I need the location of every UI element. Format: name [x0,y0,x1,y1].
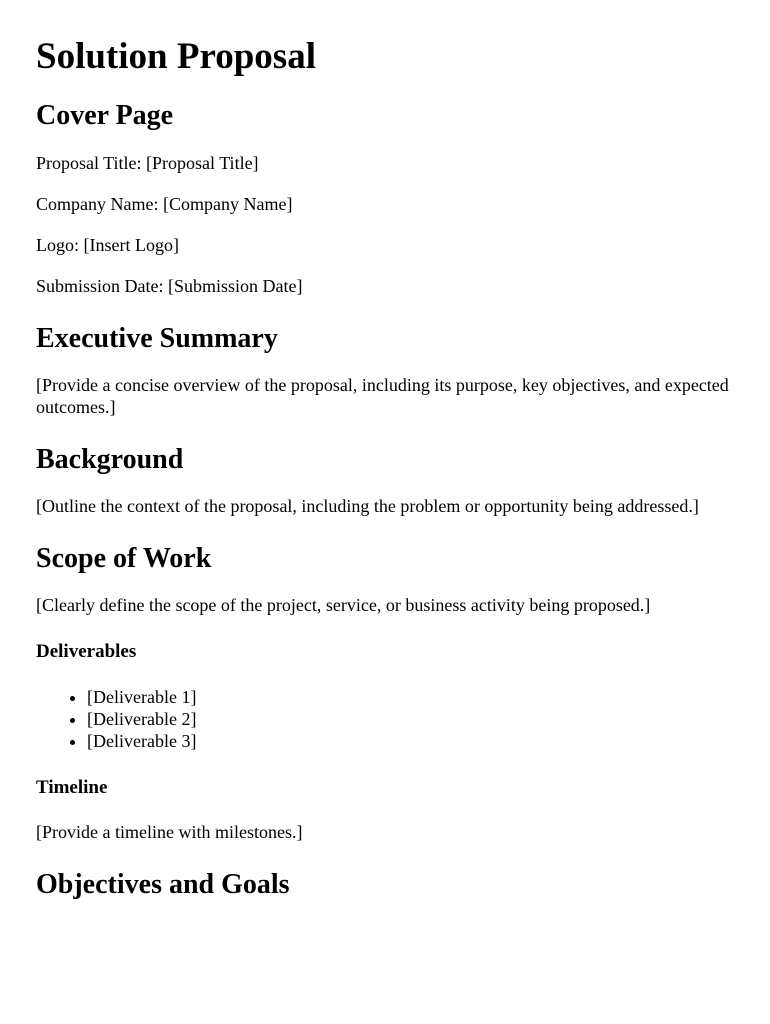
scope-of-work-text: [Clearly define the scope of the project, service, or business activity being proposed.] [36,595,651,615]
company-name-line: Company Name: [Company Name] [36,194,293,214]
deliverables-heading: Deliverables [36,641,137,662]
submission-date-line: Submission Date: [Submission Date] [36,276,303,296]
cover-page-heading: Cover Page [36,100,174,131]
background-text: [Outline the context of the proposal, including the problem or opportunity being addressed.] [36,496,699,516]
document-title: Solution Proposal [36,36,316,77]
timeline-text: [Provide a timeline with milestones.] [36,822,303,842]
document-page [36,0,736,901]
timeline-heading: Timeline [36,777,108,798]
deliverable-item: • [Deliverable 2] [87,708,736,730]
objectives-and-goals-heading: Objectives and Goals [36,869,290,900]
executive-summary-heading: Executive Summary [36,323,278,354]
scope-of-work-heading: Scope of Work [36,543,212,574]
executive-summary-text: [Provide a concise overview of the proposal, including its purpose, key objectives, and expected outcomes.] [36,375,729,417]
proposal-title-line: Proposal Title: [Proposal Title] [36,153,259,173]
logo-line: Logo: [Insert Logo] [36,235,179,255]
deliverables-list [36,686,736,752]
deliverable-item: • [Deliverable 3] [87,730,736,752]
background-heading: Background [36,444,184,475]
deliverable-item: • [Deliverable 1] [87,686,736,708]
